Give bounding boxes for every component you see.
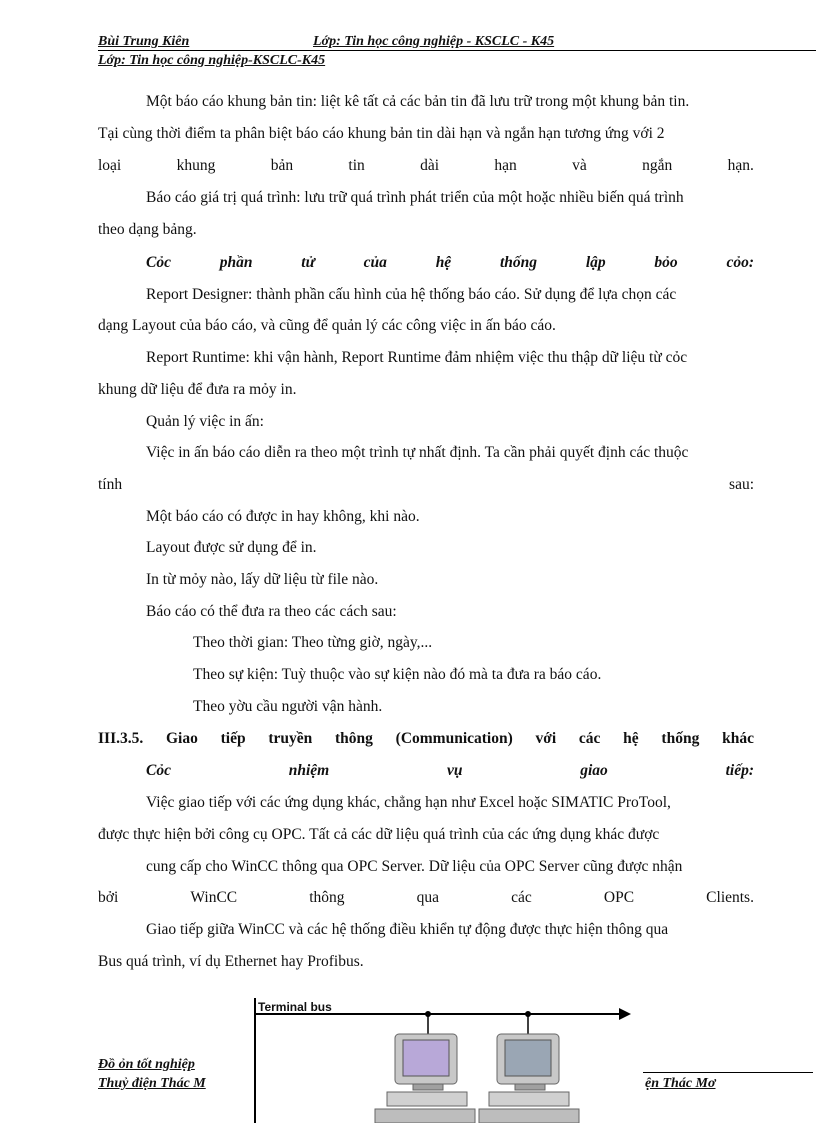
word: hệ [623, 730, 639, 747]
paragraph: theo dạng bảng. [98, 221, 197, 238]
word: Cỏc [146, 762, 171, 779]
header-class: Lớp: Tin học công nghiệp - KSCLC - K45 [313, 34, 555, 49]
word: hạn. [727, 157, 754, 174]
word: phần [219, 254, 253, 271]
paragraph: Theo yờu cầu người vận hành. [193, 698, 383, 715]
word: bởi [98, 889, 119, 906]
paragraph: Bus quá trình, ví dụ Ethernet hay Profibus. [98, 953, 364, 970]
header-class-line2: Lớp: Tin học công nghiệp-KSCLC-K45 [98, 53, 326, 68]
word: của [363, 254, 387, 271]
paragraph: khung dữ liệu để đưa ra mỏy in. [98, 381, 297, 398]
footer-rule [643, 1072, 813, 1073]
word: tử [301, 254, 315, 271]
word: ngắn [642, 157, 673, 174]
word: thống [499, 254, 538, 271]
paragraph: Layout được sử dụng để in. [146, 539, 317, 556]
paragraph: Theo thời gian: Theo từng giờ, ngày,... [193, 634, 433, 651]
terminal-bus-label: Terminal bus [258, 1000, 332, 1014]
footer-line2-left: Thuỷ điện Thác M [98, 1076, 206, 1091]
word: khung [176, 157, 216, 174]
paragraph: Việc giao tiếp với các ứng dụng khác, chẳng hạn như Excel hoặc SIMATIC ProTool, [146, 794, 671, 811]
paragraph: Việc in ấn báo cáo diễn ra theo một trình tự nhất định. Ta cần phải quyết định các thuộc [146, 444, 689, 461]
word: khác [722, 730, 754, 747]
paragraph: Report Designer: thành phần cấu hình của hệ thống báo cáo. Sử dụng để lựa chọn các [146, 286, 677, 303]
word: hệ [435, 254, 452, 271]
word: thống [661, 730, 700, 747]
paragraph: In từ mỏy nào, lấy dữ liệu từ file nào. [146, 571, 379, 588]
section-heading [98, 729, 754, 749]
word: tiếp [220, 730, 246, 747]
footer-line2-right: ện Thác Mơ [645, 1076, 716, 1091]
word: thông [335, 730, 373, 747]
word: thông [309, 889, 345, 906]
word: bản [270, 157, 294, 174]
word: truyền [268, 730, 313, 747]
paragraph: Một báo cáo có được in hay không, khi nào. [146, 508, 420, 525]
footer-line1: Đồ ỏn tốt nghiệp [98, 1057, 195, 1072]
paragraph: dạng Layout của báo cáo, và cũng để quản lý các công việc in ấn báo cáo. [98, 317, 556, 334]
paragraph: Tại cùng thời điểm ta phân biệt báo cáo khung bản tin dài hạn và ngắn hạn tương ứng với 2 [98, 125, 665, 142]
network-figure [247, 996, 637, 1123]
paragraph: Report Runtime: khi vận hành, Report Runtime đảm nhiệm việc thu thập dữ liệu từ cỏc [146, 349, 688, 366]
word: bỏo [654, 254, 678, 271]
subheading-tasks [146, 761, 754, 781]
word: các [578, 730, 601, 747]
justified-line [98, 475, 754, 495]
word: (Communication) [395, 730, 513, 747]
paragraph: cung cấp cho WinCC thông qua OPC Server. Dữ liệu của OPC Server cũng được nhận [146, 858, 683, 875]
subheading-components [146, 253, 754, 273]
word: tiếp: [725, 762, 754, 779]
paragraph: Một báo cáo khung bản tin: liệt kê tất cả các bản tin đã lưu trữ trong một khung bản tin. [146, 93, 690, 110]
word: qua [416, 889, 440, 906]
word: nhiệm [288, 762, 330, 779]
justified-line [98, 156, 754, 176]
word: và [572, 157, 587, 174]
paragraph: Báo cáo có thể đưa ra theo các cách sau: [146, 603, 397, 620]
paragraph: Giao tiếp giữa WinCC và các hệ thống điều khiển tự động được thực hiện thông qua [146, 921, 669, 938]
paragraph: Theo sự kiện: Tuỳ thuộc vào sự kiện nào đó mà ta đưa ra báo cáo. [193, 666, 602, 683]
word: tính [98, 476, 123, 493]
word: WinCC [190, 889, 238, 906]
word: giao [580, 762, 608, 779]
justified-line [98, 888, 754, 908]
word: Giao [165, 730, 198, 747]
word: III.3.5. [98, 730, 144, 747]
word: lập [585, 254, 606, 271]
word: dài [420, 157, 440, 174]
word: Clients. [706, 889, 754, 906]
word: cỏo: [726, 254, 754, 271]
word: hạn [494, 157, 517, 174]
paragraph: Quản lý việc in ấn: [146, 413, 264, 430]
header-author: Bùi Trung Kiên [98, 34, 190, 49]
word: các [511, 889, 532, 906]
word: OPC [603, 889, 635, 906]
word: tin [348, 157, 365, 174]
word: sau: [729, 476, 754, 493]
word: Cỏc [146, 254, 171, 271]
paragraph: được thực hiện bởi công cụ OPC. Tất cả các dữ liệu quá trình của các ứng dụng khác được [98, 826, 660, 843]
word: với [535, 730, 557, 747]
word: loại [98, 157, 122, 174]
paragraph: Báo cáo giá trị quá trình: lưu trữ quá trình phát triển của một hoặc nhiều biến quá trình [146, 189, 684, 206]
word: vụ [446, 762, 463, 779]
header-rule [98, 50, 816, 51]
